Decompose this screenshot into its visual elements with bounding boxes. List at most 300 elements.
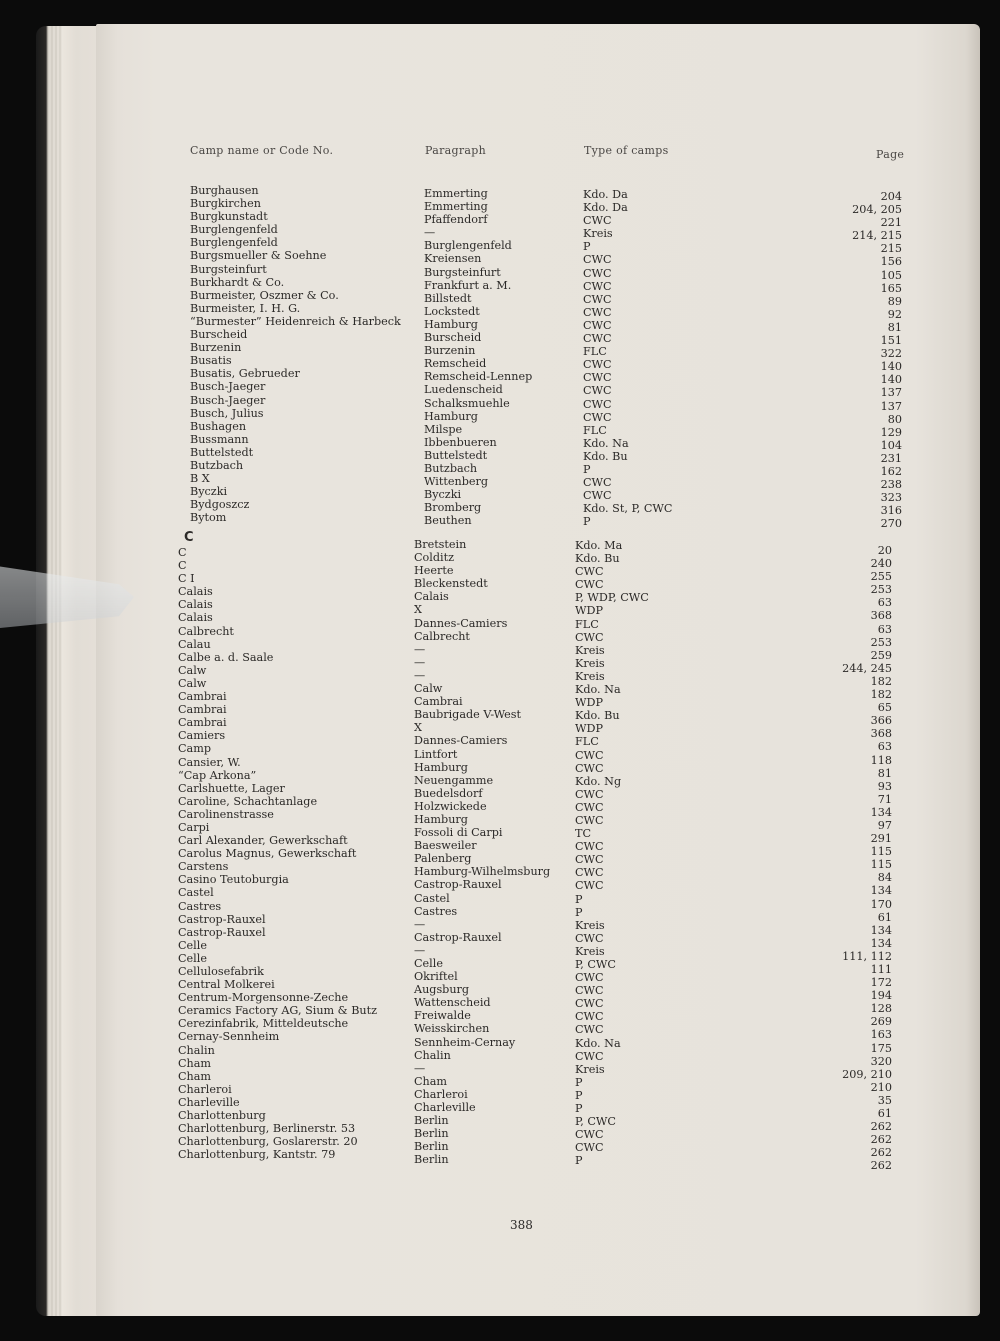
page-ref-entry: 63: [877, 622, 892, 636]
page-ref-entry: 63: [877, 740, 892, 754]
page-ref-entry: 134: [870, 923, 892, 937]
camp-type-entry: Kreis: [575, 918, 605, 932]
paragraph-entry: Hamburg: [424, 409, 478, 423]
page-ref-entry: 71: [877, 792, 892, 806]
camp-name-entry: Charlottenburg, Berlinerstr. 53: [178, 1122, 356, 1136]
camp-type-entry: P, CWC: [575, 958, 616, 971]
camp-name-entry: Calau: [178, 637, 211, 651]
camp-name-entry: Castrop-Rauxel: [178, 912, 266, 926]
page-ref-entry: 262: [870, 1120, 892, 1134]
page-ref-entry: 137: [880, 399, 902, 413]
camp-type-entry: CWC: [583, 384, 612, 398]
camp-type-entry: P, CWC: [575, 1115, 616, 1129]
camp-name-entry: Charleroi: [178, 1082, 232, 1096]
section-letter-c: C: [184, 530, 194, 545]
paragraph-entry: Butzbach: [424, 461, 478, 475]
camp-type-entry: CWC: [583, 371, 612, 385]
camp-type-entry: Kdo. Ng: [575, 774, 622, 788]
paragraph-entry: Neuengamme: [414, 773, 494, 787]
page-ref-entry: 61: [877, 910, 892, 924]
page-ref-entry: 35: [877, 1093, 892, 1107]
paragraph-entry: Dannes-Camiers: [414, 616, 508, 630]
camp-name-entry: Carolus Magnus, Gewerkschaft: [178, 847, 357, 861]
paragraph-entry: Berlin: [414, 1153, 449, 1167]
block2-page-column: [792, 544, 892, 1173]
page-ref-entry: 215: [880, 242, 902, 256]
page-ref-entry: 65: [877, 701, 892, 715]
camp-type-entry: P: [575, 1102, 583, 1116]
paragraph-entry: Buedelsdorf: [414, 786, 483, 800]
page-ref-entry: 163: [870, 1028, 892, 1042]
camp-name-entry: Casino Teutoburgia: [178, 873, 289, 887]
page-ref-entry: 105: [880, 268, 902, 282]
page-ref-entry: 323: [880, 491, 902, 505]
paragraph-entry: Heerte: [414, 564, 454, 578]
page-ref-entry: 368: [870, 727, 892, 741]
paragraph-entry: Remscheid: [424, 357, 487, 371]
camp-type-entry: CWC: [575, 866, 604, 880]
paragraph-entry: Castel: [414, 891, 450, 905]
paragraph-entry: Okriftel: [414, 970, 458, 984]
camp-name-entry: Busch-Jaeger: [190, 393, 266, 407]
page-ref-entry: 194: [870, 989, 892, 1003]
camp-name-entry: Centrum-Morgensonne-Zeche: [178, 991, 349, 1005]
camp-name-entry: Calais: [178, 598, 213, 612]
page-ref-entry: 80: [887, 412, 902, 426]
camp-type-entry: CWC: [575, 853, 604, 867]
camp-name-entry: Calais: [178, 611, 213, 625]
camp-type-entry: CWC: [583, 332, 612, 346]
camp-type-entry: Kdo. Na: [583, 436, 629, 450]
camp-name-entry: Busch-Jaeger: [190, 380, 266, 394]
camp-type-entry: CWC: [575, 879, 604, 893]
camp-name-entry: Carl Alexander, Gewerkschaft: [178, 834, 348, 848]
block1-type-column: [583, 188, 672, 528]
paragraph-entry: Baesweiler: [414, 839, 477, 853]
camp-type-entry: CWC: [575, 1010, 604, 1024]
camp-name-entry: Burglengenfeld: [190, 223, 278, 237]
paragraph-entry: Billstedt: [424, 291, 472, 305]
camp-type-entry: Kdo. Na: [575, 1036, 621, 1050]
camp-type-entry: CWC: [583, 358, 612, 372]
paragraph-entry: Emmerting: [424, 187, 488, 200]
page-ref-entry: 111: [870, 963, 892, 976]
camp-type-entry: CWC: [583, 318, 612, 332]
paragraph-entry: Freiwalde: [414, 1009, 471, 1023]
camp-type-entry: CWC: [575, 1128, 604, 1142]
page-ref-entry: 262: [870, 1133, 892, 1147]
page-ref-entry: 165: [880, 281, 902, 295]
paragraph-entry: Hamburg: [424, 317, 478, 331]
paragraph-entry: Celle: [414, 957, 443, 970]
camp-type-entry: Kdo. Da: [583, 201, 628, 215]
camp-type-entry: Kdo. St, P, CWC: [583, 502, 673, 516]
camp-type-entry: CWC: [575, 931, 604, 945]
camp-type-entry: WDP: [575, 604, 603, 618]
paragraph-entry: Chalin: [414, 1048, 451, 1062]
camp-name-entry: Castel: [178, 886, 214, 900]
page-ref-entry: 140: [880, 373, 902, 387]
paragraph-entry: Cambrai: [414, 695, 463, 709]
page-ref-entry: 182: [870, 674, 892, 688]
camp-name-entry: Burzenin: [190, 341, 242, 355]
page-ref-entry: 92: [887, 307, 902, 321]
paragraph-entry: Burscheid: [424, 331, 482, 345]
paragraph-entry: Schalksmuehle: [424, 396, 510, 410]
page-ref-entry: 63: [877, 596, 892, 610]
camp-type-entry: CWC: [575, 984, 604, 998]
page-ref-entry: 81: [887, 320, 902, 334]
paragraph-entry: Milspe: [424, 422, 463, 436]
camp-name-entry: Burglengenfeld: [190, 236, 278, 250]
page-ref-entry: 322: [880, 347, 902, 361]
block2-paragraph-column: [414, 538, 550, 1167]
paragraph-entry: Hamburg: [414, 760, 468, 774]
camp-name-entry: Cambrai: [178, 690, 227, 704]
paragraph-entry: Castrop-Rauxel: [414, 878, 502, 892]
camp-type-entry: CWC: [575, 787, 604, 801]
camp-type-entry: CWC: [575, 565, 604, 579]
camp-name-entry: Charleville: [178, 1095, 240, 1109]
page-ref-entry: 262: [870, 1159, 892, 1173]
camp-name-entry: Cambrai: [178, 703, 227, 717]
paragraph-entry: Berlin: [414, 1127, 449, 1141]
camp-type-entry: Kdo. Da: [583, 188, 628, 201]
camp-name-entry: Calw: [178, 676, 207, 690]
header-page: Page: [876, 148, 905, 161]
block1-page-column: [802, 190, 902, 530]
page-ref-entry: 320: [870, 1054, 892, 1068]
paragraph-entry: Luedenscheid: [424, 383, 503, 397]
camp-type-entry: CWC: [575, 578, 604, 592]
paragraph-entry: Emmerting: [424, 200, 488, 214]
camp-name-entry: Charlottenburg: [178, 1109, 266, 1123]
camp-type-entry: FLC: [575, 617, 599, 631]
paragraph-entry: Burglengenfeld: [424, 239, 512, 253]
page-ref-entry: 221: [880, 216, 902, 230]
camp-name-entry: Burgsmueller & Soehne: [190, 249, 327, 263]
camp-type-entry: Kreis: [583, 227, 613, 241]
paragraph-entry: Holzwickede: [414, 799, 487, 813]
camp-name-entry: Carpi: [178, 820, 210, 834]
paragraph-entry: Charleville: [414, 1101, 476, 1115]
page-ref-entry: 134: [870, 805, 892, 819]
block1-names-column: [190, 184, 401, 524]
camp-type-entry: CWC: [583, 214, 612, 228]
page-ref-entry: 172: [870, 976, 892, 990]
page-ref-entry: 140: [880, 360, 902, 374]
header-camp-name: Camp name or Code No.: [190, 144, 334, 157]
page-ref-entry: 20: [877, 544, 892, 557]
paragraph-entry: Remscheid-Lennep: [424, 370, 533, 384]
camp-name-entry: Calw: [178, 663, 207, 677]
camp-name-entry: Bytom: [190, 511, 227, 525]
camp-type-entry: CWC: [583, 489, 612, 503]
paragraph-entry: Bromberg: [424, 501, 482, 515]
paragraph-entry: Bleckenstedt: [414, 577, 488, 591]
paragraph-entry: Wattenscheid: [414, 996, 491, 1010]
paragraph-entry: Frankfurt a. M.: [424, 278, 512, 292]
camp-type-entry: CWC: [583, 266, 612, 280]
paragraph-entry: Castrop-Rauxel: [414, 930, 502, 944]
page-ref-entry: 316: [880, 504, 902, 518]
camp-name-entry: Cellulosefabrik: [178, 965, 264, 978]
paragraph-entry: Sennheim-Cernay: [414, 1035, 516, 1049]
paragraph-entry: Lintfort: [414, 747, 458, 761]
paragraph-entry: Castres: [414, 904, 458, 918]
camp-type-entry: P: [583, 515, 591, 529]
page-number: 388: [510, 1218, 533, 1232]
paragraph-entry: —: [414, 668, 426, 682]
paragraph-entry: —: [414, 655, 426, 669]
camp-type-entry: CWC: [575, 1049, 604, 1063]
paragraph-entry: Burgsteinfurt: [424, 265, 501, 279]
camp-name-entry: “Burmester” Heidenreich & Harbeck: [190, 314, 401, 328]
page-ref-entry: 89: [887, 294, 902, 308]
camp-type-entry: CWC: [575, 761, 604, 775]
camp-type-entry: CWC: [583, 476, 612, 490]
page-ref-entry: 238: [880, 478, 902, 492]
camp-name-entry: Caroline, Schachtanlage: [178, 794, 318, 808]
paragraph-entry: Beuthen: [424, 514, 472, 528]
paragraph-entry: Calais: [414, 590, 449, 604]
camp-type-entry: Kreis: [575, 656, 605, 670]
camp-name-entry: Camp: [178, 742, 211, 756]
paragraph-entry: Hamburg: [414, 812, 468, 826]
camp-name-entry: Bushagen: [190, 419, 247, 433]
page-ref-entry: 129: [880, 425, 902, 439]
page-ref-entry: 111, 112: [842, 949, 892, 963]
page-ref-entry: 253: [870, 583, 892, 597]
paragraph-entry: —: [414, 1061, 426, 1075]
page-ref-entry: 182: [870, 688, 892, 702]
camp-type-entry: P: [575, 1154, 583, 1168]
paragraph-entry: X: [414, 603, 422, 617]
camp-type-entry: WDP: [575, 722, 603, 736]
page-ref-entry: 240: [870, 557, 892, 571]
camp-name-entry: Butzbach: [190, 458, 244, 472]
camp-name-entry: Busatis, Gebrueder: [190, 367, 300, 381]
header-paragraph: Paragraph: [425, 144, 486, 157]
paragraph-entry: —: [414, 642, 426, 656]
camp-type-entry: Kreis: [575, 944, 605, 958]
camp-type-entry: FLC: [575, 735, 599, 749]
page-ref-entry: 134: [870, 936, 892, 950]
paragraph-entry: Cham: [414, 1074, 448, 1088]
paragraph-entry: —: [414, 943, 426, 957]
camp-name-entry: Burgsteinfurt: [190, 262, 267, 276]
page-ref-entry: 244, 245: [842, 661, 892, 675]
paragraph-entry: Colditz: [414, 551, 455, 565]
page-ref-entry: 137: [880, 386, 902, 400]
camp-type-entry: CWC: [575, 840, 604, 854]
camp-name-entry: Cham: [178, 1056, 212, 1070]
block1-paragraph-column: [424, 187, 532, 527]
paragraph-entry: Ibbenbueren: [424, 435, 497, 449]
paragraph-entry: —: [424, 226, 436, 240]
page-ref-entry: 151: [880, 334, 902, 348]
page-ref-entry: 204: [880, 190, 902, 203]
camp-name-entry: B X: [190, 472, 210, 486]
camp-name-entry: Carolinenstrasse: [178, 807, 274, 821]
camp-name-entry: C: [178, 559, 187, 573]
camp-name-entry: Calais: [178, 585, 213, 599]
page-ref-entry: 262: [870, 1146, 892, 1160]
page-ref-entry: 366: [870, 714, 892, 728]
page-ref-entry: 93: [877, 779, 892, 793]
page-ref-entry: 270: [880, 517, 902, 531]
camp-type-entry: FLC: [583, 423, 607, 437]
camp-name-entry: Burkhardt & Co.: [190, 275, 285, 289]
page-ref-entry: 118: [870, 753, 892, 767]
camp-type-entry: TC: [575, 827, 592, 841]
camp-name-entry: Buttelstedt: [190, 445, 254, 459]
camp-type-entry: FLC: [583, 345, 607, 359]
page-ref-entry: 209, 210: [842, 1067, 892, 1081]
page-ref-entry: 175: [870, 1041, 892, 1055]
camp-name-entry: Burmeister, I. H. G.: [190, 301, 301, 315]
page-ref-entry: 368: [870, 609, 892, 623]
page-ref-entry: 259: [870, 648, 892, 662]
page-ref-entry: 81: [877, 766, 892, 780]
camp-type-entry: Kdo. Bu: [575, 552, 620, 566]
page-ref-entry: 128: [870, 1002, 892, 1016]
camp-type-entry: CWC: [575, 813, 604, 827]
paragraph-entry: Burzenin: [424, 344, 476, 358]
page-ref-entry: 134: [870, 884, 892, 898]
camp-type-entry: Kreis: [575, 1062, 605, 1076]
camp-type-entry: Kdo. Bu: [583, 449, 628, 463]
paragraph-entry: Palenberg: [414, 852, 472, 866]
camp-name-entry: Cerezinfabrik, Mitteldeutsche: [178, 1017, 349, 1031]
camp-name-entry: Carlshuette, Lager: [178, 781, 285, 795]
camp-type-entry: P: [583, 462, 591, 476]
camp-name-entry: Celle: [178, 938, 207, 952]
page-ref-entry: 269: [870, 1015, 892, 1029]
paragraph-entry: Berlin: [414, 1114, 449, 1128]
camp-type-entry: Kdo. Ma: [575, 539, 623, 552]
camp-name-entry: Calbe a. d. Saale: [178, 650, 274, 664]
page-ref-entry: 115: [870, 845, 892, 859]
paragraph-entry: Lockstedt: [424, 304, 480, 318]
camp-name-entry: Cambrai: [178, 716, 227, 730]
page-ref-entry: 210: [870, 1080, 892, 1094]
block2-names-column: [178, 546, 377, 1161]
page-ref-entry: 97: [877, 818, 892, 832]
page-ref-entry: 170: [870, 897, 892, 911]
paragraph-entry: Baubrigade V-West: [414, 708, 522, 722]
camp-name-entry: “Cap Arkona”: [178, 768, 257, 782]
page-ref-entry: 231: [880, 451, 902, 465]
paragraph-entry: Buttelstedt: [424, 448, 488, 462]
camp-type-entry: WDP: [575, 696, 603, 710]
paragraph-entry: Augsburg: [414, 983, 470, 997]
page-ref-entry: 204, 205: [852, 203, 902, 217]
camp-name-entry: Cham: [178, 1069, 212, 1083]
camp-name-entry: Burgkunstadt: [190, 210, 268, 224]
camp-type-entry: P: [575, 905, 583, 919]
camp-type-entry: P: [583, 240, 591, 254]
camp-type-entry: CWC: [583, 253, 612, 267]
camp-name-entry: Castrop-Rauxel: [178, 925, 266, 939]
page-ref-entry: 104: [880, 438, 902, 452]
paragraph-entry: Byczki: [424, 488, 462, 502]
paragraph-entry: Berlin: [414, 1140, 449, 1154]
camp-type-entry: P: [575, 1075, 583, 1089]
book-page: [96, 24, 980, 1316]
page-ref-entry: 214, 215: [852, 229, 902, 243]
camp-type-entry: CWC: [575, 748, 604, 762]
camp-type-entry: CWC: [575, 630, 604, 644]
camp-name-entry: Chalin: [178, 1043, 215, 1057]
paragraph-entry: —: [414, 917, 426, 931]
camp-type-entry: P: [575, 1088, 583, 1102]
camp-name-entry: Ceramics Factory AG, Sium & Butz: [178, 1004, 378, 1018]
paragraph-entry: Charleroi: [414, 1087, 468, 1101]
page-ref-entry: 156: [880, 255, 902, 269]
camp-type-entry: CWC: [575, 1141, 604, 1155]
header-type: Type of camps: [584, 144, 669, 157]
camp-name-entry: Bussmann: [190, 432, 249, 446]
camp-name-entry: Cernay-Sennheim: [178, 1030, 280, 1044]
camp-type-entry: CWC: [583, 292, 612, 306]
camp-type-entry: P: [575, 892, 583, 906]
paragraph-entry: Wittenberg: [424, 475, 488, 489]
camp-name-entry: Charlottenburg, Goslarerstr. 20: [178, 1135, 358, 1149]
page-ref-entry: 61: [877, 1107, 892, 1121]
camp-name-entry: Burgkirchen: [190, 197, 261, 211]
camp-name-entry: Cansier, W.: [178, 755, 241, 769]
page-ref-entry: 84: [877, 871, 892, 885]
page-ref-entry: 253: [870, 635, 892, 649]
camp-type-entry: CWC: [583, 397, 612, 411]
camp-name-entry: C: [178, 546, 187, 559]
paragraph-entry: Kreiensen: [424, 252, 482, 266]
camp-name-entry: Bydgoszcz: [190, 498, 250, 512]
camp-name-entry: Burmeister, Oszmer & Co.: [190, 288, 339, 302]
paragraph-entry: Fossoli di Carpi: [414, 826, 503, 840]
camp-type-entry: CWC: [575, 1023, 604, 1037]
page-ref-entry: 115: [870, 858, 892, 872]
camp-name-entry: Celle: [178, 951, 207, 965]
paragraph-entry: Dannes-Camiers: [414, 734, 508, 748]
camp-name-entry: Charlottenburg, Kantstr. 79: [178, 1148, 336, 1162]
camp-type-entry: CWC: [575, 997, 604, 1011]
paragraph-entry: Weisskirchen: [414, 1022, 490, 1036]
camp-name-entry: Burghausen: [190, 184, 259, 197]
camp-name-entry: Busatis: [190, 354, 232, 368]
paragraph-entry: Bretstein: [414, 538, 467, 551]
camp-name-entry: Camiers: [178, 729, 226, 743]
camp-type-entry: CWC: [583, 279, 612, 293]
page-ref-entry: 291: [870, 832, 892, 846]
camp-name-entry: Burscheid: [190, 328, 248, 342]
page-ref-entry: 255: [870, 570, 892, 584]
camp-type-entry: CWC: [575, 800, 604, 814]
camp-type-entry: Kdo. Bu: [575, 709, 620, 723]
camp-type-entry: Kreis: [575, 669, 605, 683]
camp-name-entry: Calbrecht: [178, 624, 234, 638]
camp-type-entry: P, WDP, CWC: [575, 591, 649, 605]
block2-type-column: [575, 539, 649, 1168]
camp-type-entry: CWC: [583, 305, 612, 319]
camp-name-entry: Castres: [178, 899, 222, 913]
camp-type-entry: Kdo. Na: [575, 683, 621, 697]
paragraph-entry: Calbrecht: [414, 629, 470, 643]
camp-name-entry: Busch, Julius: [190, 406, 264, 420]
paragraph-entry: Hamburg-Wilhelmsburg: [414, 865, 551, 879]
paragraph-entry: Pfaffendorf: [424, 213, 488, 227]
